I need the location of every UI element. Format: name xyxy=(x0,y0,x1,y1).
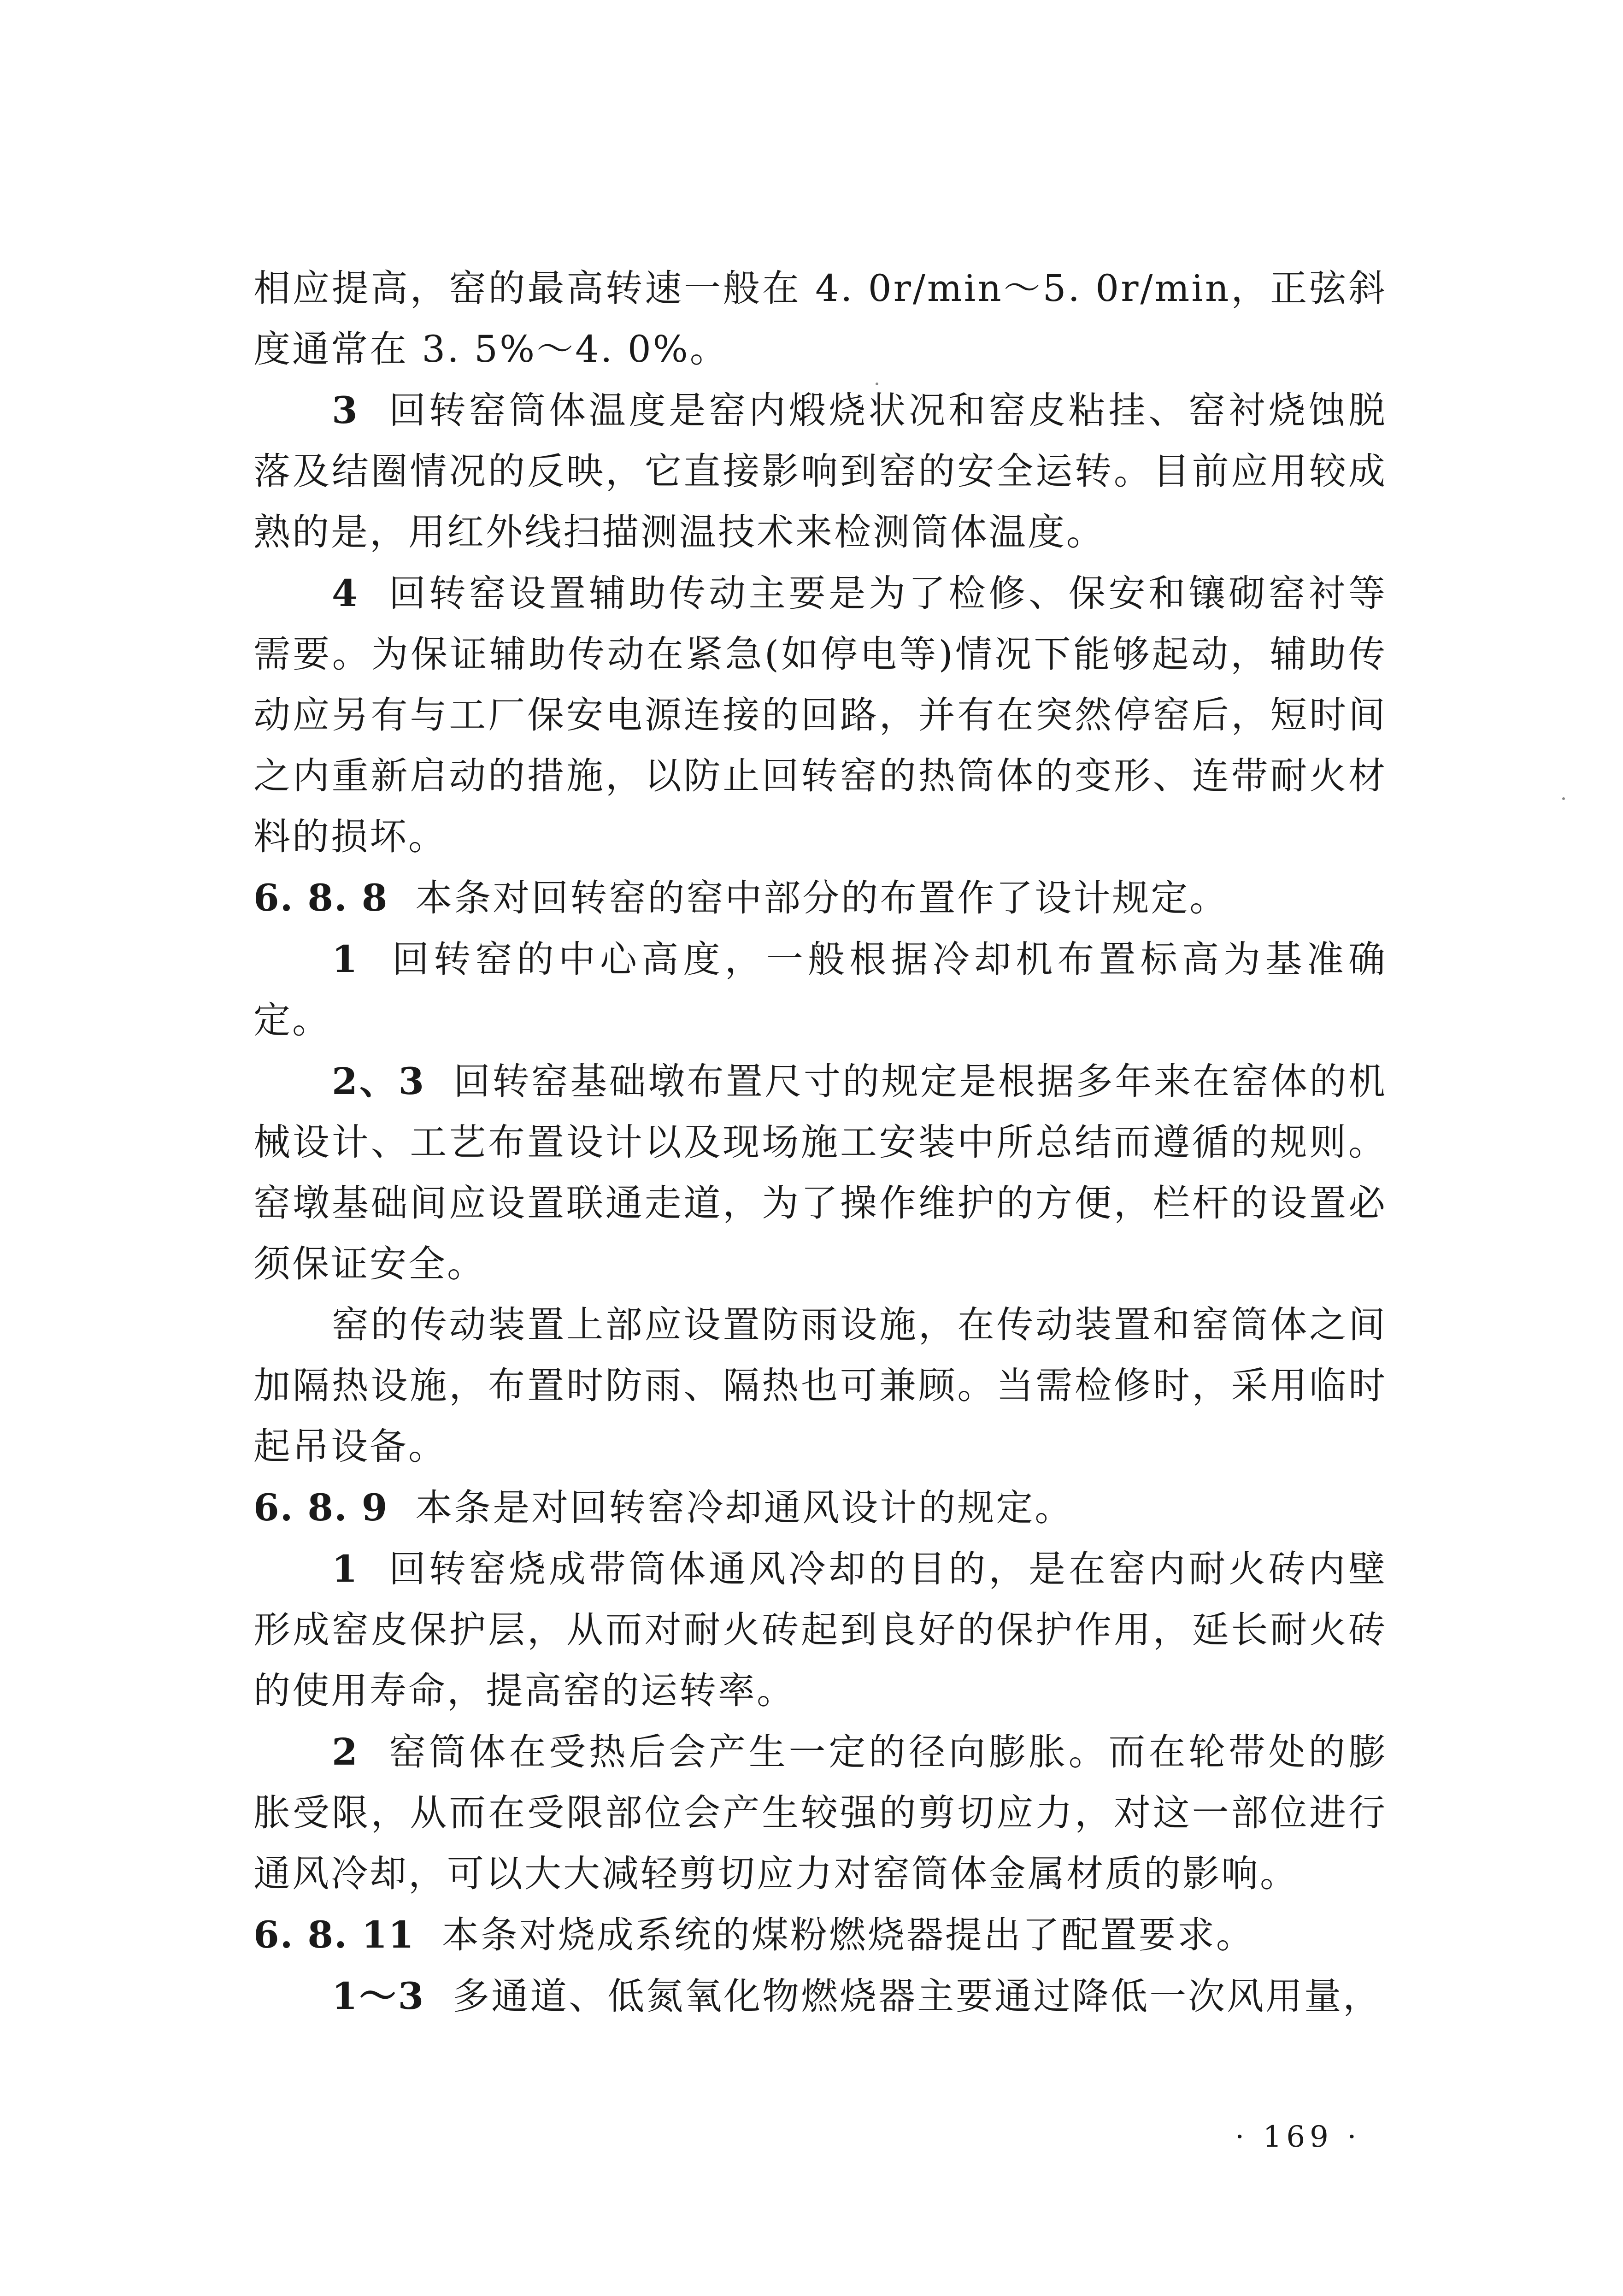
paragraph-text: 多通道、低氮氧化物燃烧器主要通过降低一次风用量， xyxy=(453,1975,1382,2018)
paragraph-item-1-3 xyxy=(253,1966,1387,2027)
paragraph-item-1 xyxy=(253,1538,1387,1721)
paragraph-text: 回转窑烧成带筒体通风冷却的目的，是在窑内耐火砖内壁形成窑皮保护层，从而对耐火砖起到良好的保护作用，延长耐火砖的使用寿命，提高窑的运转率。 xyxy=(253,1548,1388,1712)
body-text xyxy=(253,258,1387,2027)
clause-text: 本条是对回转窑冷却通风设计的规定。 xyxy=(415,1486,1074,1529)
paragraph-item-4 xyxy=(253,563,1387,867)
scan-speck xyxy=(1562,797,1565,800)
paragraph-plain xyxy=(253,1295,1387,1477)
clause-text: 本条对烧成系统的煤粉燃烧器提出了配置要求。 xyxy=(441,1913,1255,1956)
clause-6-8-8 xyxy=(253,867,1387,929)
paragraph-text: 回转窑的中心高度，一般根据冷却机布置标高为基准确定。 xyxy=(253,938,1387,1042)
item-number: 2 xyxy=(332,1730,359,1773)
item-number: 4 xyxy=(332,571,359,615)
scan-speck xyxy=(876,383,878,385)
clause-number: 6. 8. 8 xyxy=(253,876,388,919)
paragraph-text: 回转窑基础墩布置尺寸的规定是根据多年来在窑体的机械设计、工艺布置设计以及现场施工安装中所总结而遵循的规则。窑墩基础间应设置联通走道，为了操作维护的方便，栏杆的设置必须保证安全。 xyxy=(253,1060,1387,1285)
paragraph-text: 窑的传动装置上部应设置防雨设施，在传动装置和窑筒体之间加隔热设施，布置时防雨、隔热也可兼顾。当需检修时，采用临时起吊设备。 xyxy=(253,1303,1387,1468)
item-number: 3 xyxy=(332,389,359,432)
paragraph-item-2 xyxy=(253,1721,1387,1904)
item-number: 2、3 xyxy=(332,1060,426,1103)
item-number: 1 xyxy=(332,1547,359,1590)
item-number: 1 xyxy=(332,937,359,981)
paragraph-continuation xyxy=(253,258,1387,380)
paragraph-text: 回转窑筒体温度是窑内煅烧状况和窑皮粘挂、窑衬烧蚀脱落及结圈情况的反映，它直接影响到窑的安全运转。目前应用较成熟的是，用红外线扫描测温技术来检测筒体温度。 xyxy=(253,389,1388,553)
clause-text: 本条对回转窑的窑中部分的布置作了设计规定。 xyxy=(415,877,1229,919)
paragraph-item-1 xyxy=(253,929,1387,1051)
clause-6-8-11 xyxy=(253,1904,1387,1966)
clause-number: 6. 8. 11 xyxy=(253,1913,415,1956)
paragraph-text: 窑筒体在受热后会产生一定的径向膨胀。而在轮带处的膨胀受限，从而在受限部位会产生较强的剪切应力，对这一部位进行通风冷却，可以大大减轻剪切应力对窑筒体金属材质的影响。 xyxy=(253,1731,1388,1895)
page-number: · 169 · xyxy=(1235,2120,1361,2154)
clause-number: 6. 8. 9 xyxy=(253,1486,388,1529)
paragraph-text: 相应提高，窑的最高转速一般在 4. 0r/min～5. 0r/min，正弦斜度通常在 3. 5%～4. 0%。 xyxy=(253,267,1387,371)
paragraph-item-3 xyxy=(253,380,1387,563)
item-number: 1～3 xyxy=(332,1974,426,2018)
clause-6-8-9 xyxy=(253,1477,1387,1538)
paragraph-text: 回转窑设置辅助传动主要是为了检修、保安和镶砌窑衬等需要。为保证辅助传动在紧急(如停电等)情况下能够起动，辅助传动应另有与工厂保安电源连接的回路，并有在突然停窑后，短时间之内重新启动的措施，以防止回转窑的热筒体的变形、连带耐火材料的损坏。 xyxy=(253,572,1388,858)
paragraph-item-2-3 xyxy=(253,1051,1387,1295)
